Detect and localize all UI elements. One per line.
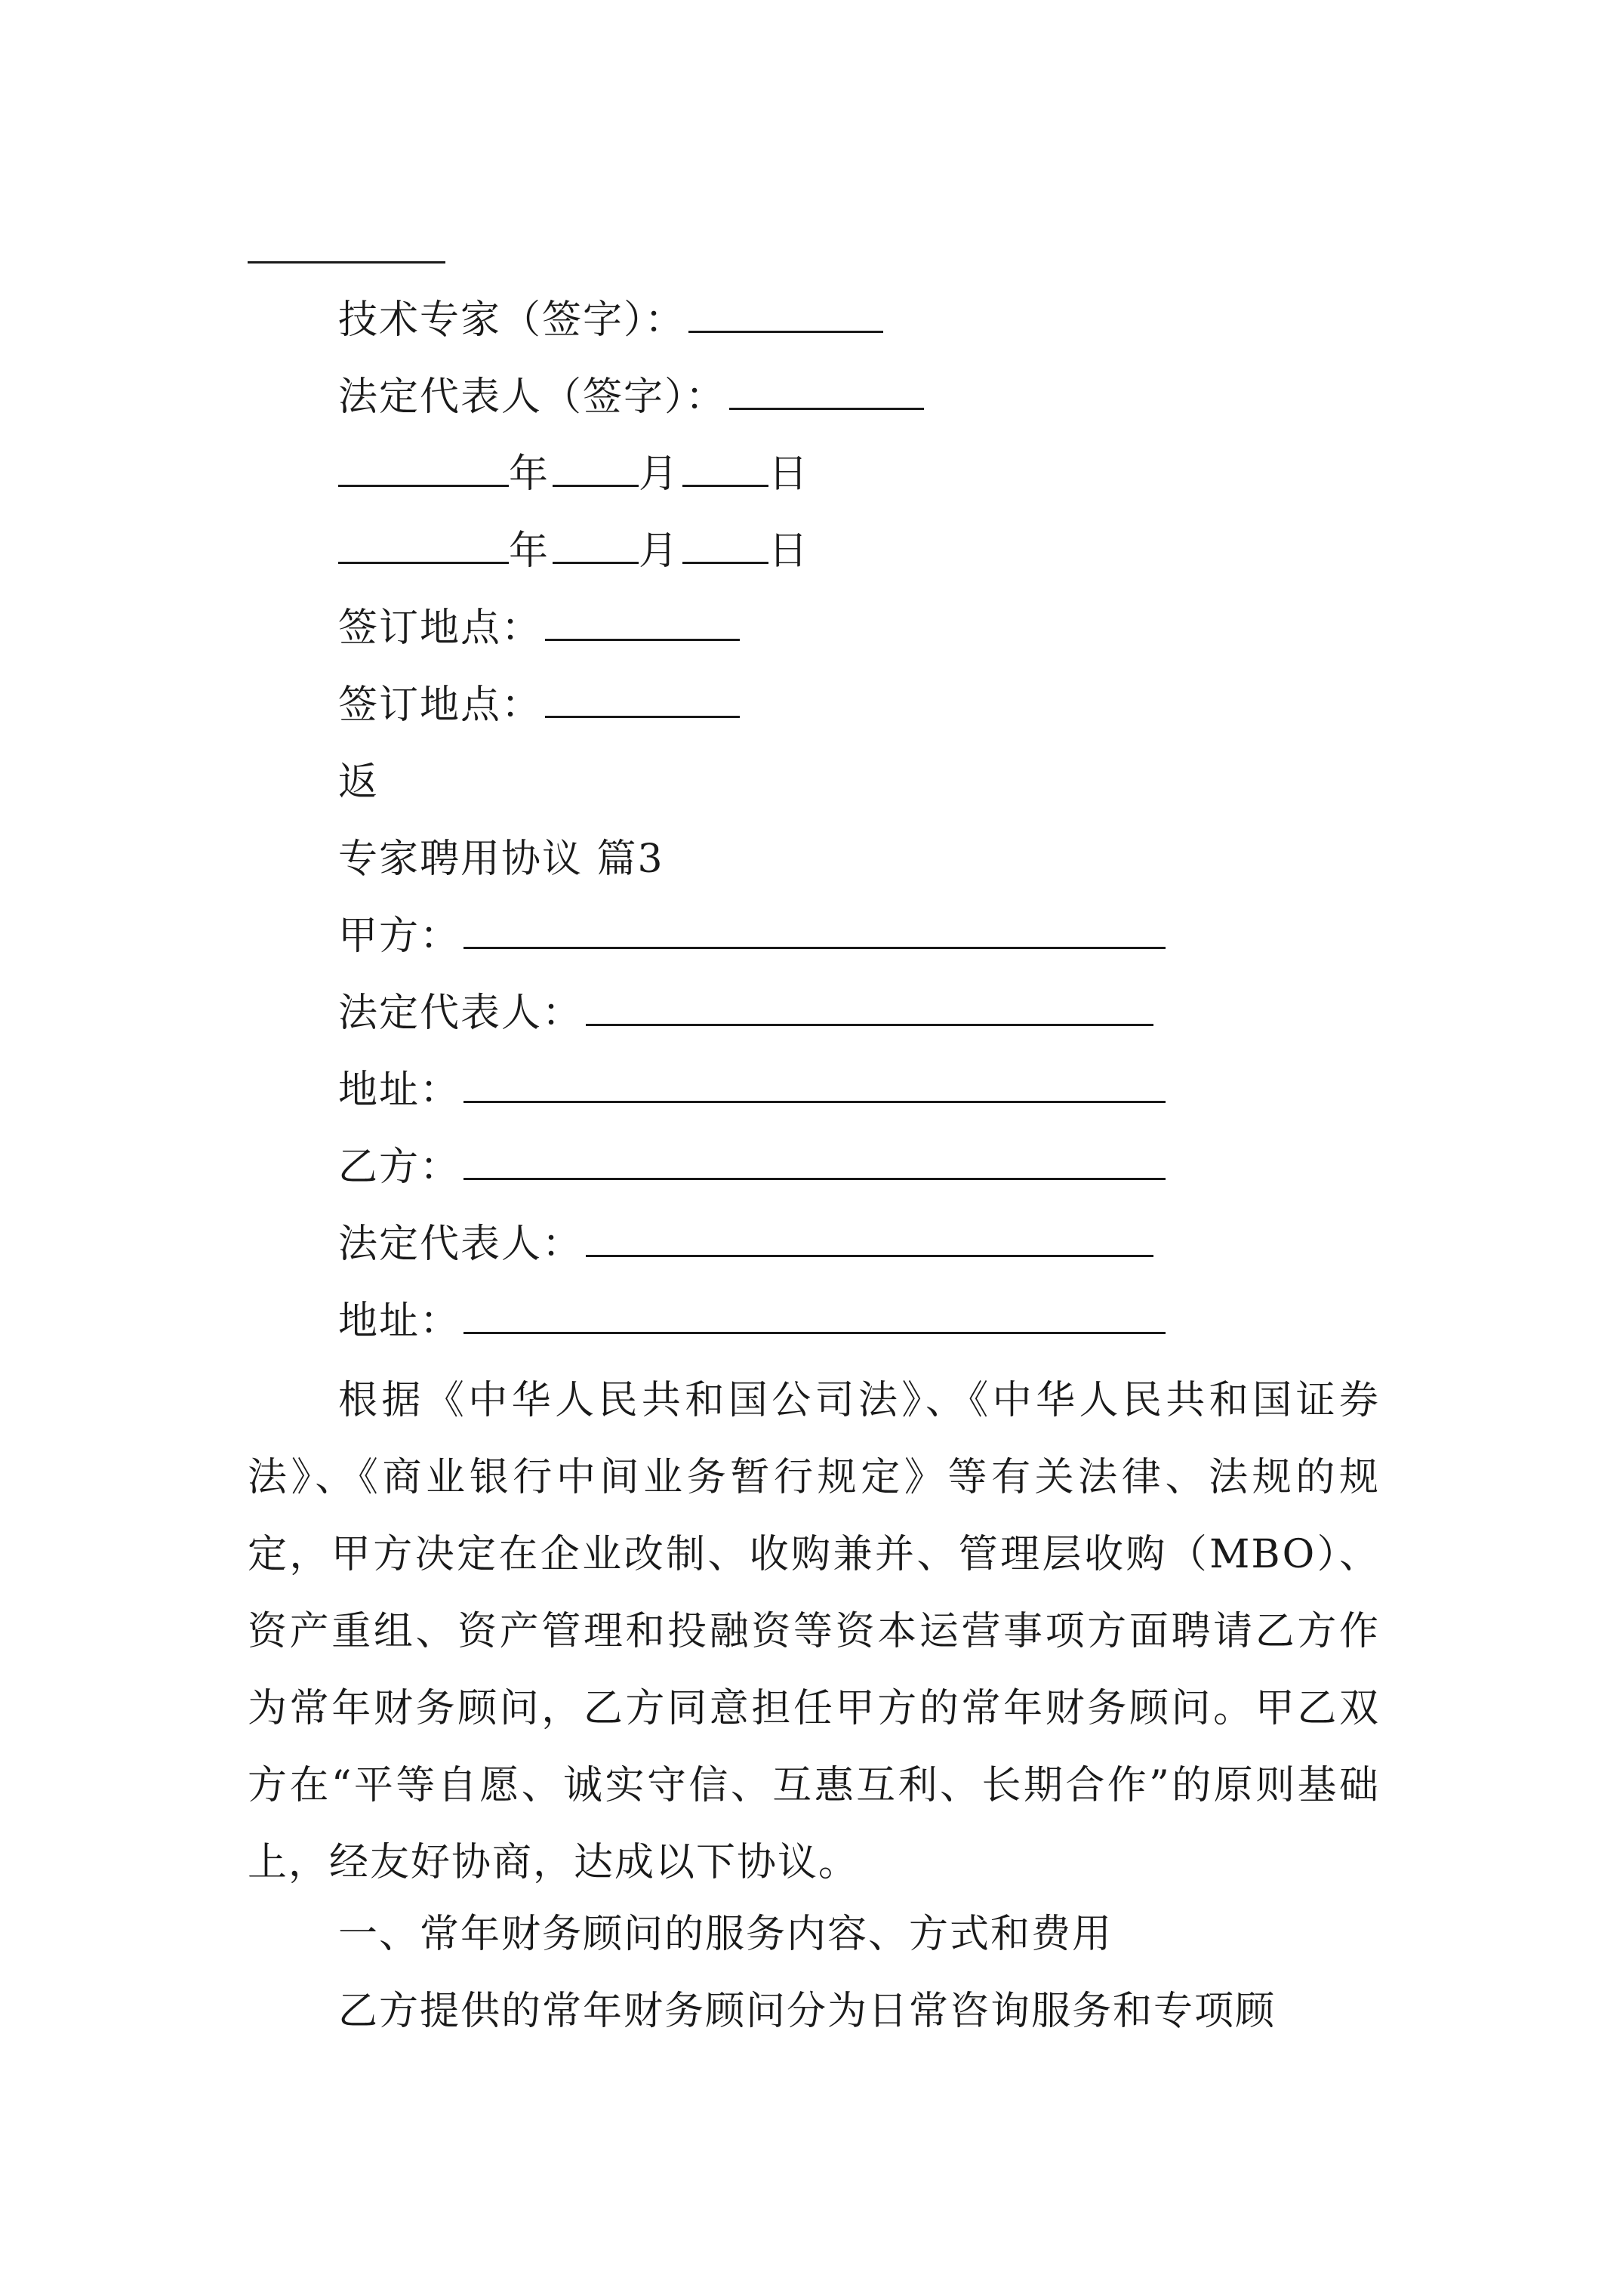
year-label: 年 [509, 529, 550, 574]
day-blank [682, 522, 768, 564]
section-1-text: 乙方提供的常年财务顾问分为日常咨询服务和专项顾 [338, 1989, 1277, 2034]
legal-rep-label: 法定代表人（签字）： [338, 374, 727, 420]
day-blank [682, 445, 768, 487]
month-blank [553, 445, 639, 487]
party-b-blank [463, 1139, 1166, 1180]
party-a-rep-blank [586, 985, 1153, 1026]
party-b-label: 乙方： [338, 1145, 461, 1190]
party-a-address-line [338, 1060, 1166, 1120]
signing-place-label: 签订地点： [338, 683, 543, 728]
party-b-rep-label: 法定代表人： [338, 1222, 584, 1267]
legal-rep-blank [729, 368, 924, 410]
party-a-line [338, 906, 1166, 966]
signing-place-blank [545, 676, 740, 718]
party-b-address-line [338, 1291, 1166, 1351]
party-a-rep-label: 法定代表人： [338, 991, 584, 1036]
party-a-address-label: 地址： [338, 1068, 461, 1113]
signing-place-label: 签订地点： [338, 606, 543, 651]
party-a-blank [463, 908, 1166, 949]
month-label: 月 [639, 451, 680, 497]
intro-paragraph: 根据《中华人民共和国公司法》、《中华人民共和国证券法》、《商业银行中间业务暂行规定》等有关法律、法规的规定，甲方决定在企业改制、收购兼并、管理层收购（MBO）、资产重组、资产管理和投融资等资本运营事项方面聘请乙方作为常年财务顾问，乙方同意担任甲方的常年财务顾问。甲乙双方在“平等自愿、诚实守信、互惠互利、长期合作”的原则基础上，经友好协商，达成以下协议。 [248, 1378, 1380, 1885]
signing-place-line-1 [338, 598, 740, 658]
party-b-rep-line [338, 1214, 1153, 1274]
party-b-line [338, 1137, 1166, 1197]
signing-place-blank [545, 599, 740, 641]
tech-expert-blank [688, 291, 883, 333]
month-label: 月 [639, 529, 680, 574]
day-label: 日 [768, 529, 810, 574]
section-1-heading: 一、常年财务顾问的服务内容、方式和费用 [338, 1912, 1113, 1957]
year-label: 年 [509, 451, 550, 497]
party-b-address-blank [463, 1293, 1166, 1334]
signature-blank-line [248, 261, 445, 264]
date-line-2 [338, 521, 809, 581]
document-title: 专家聘用协议 篇3 [338, 837, 664, 882]
party-b-rep-blank [586, 1216, 1153, 1257]
year-blank [338, 445, 509, 487]
date-line-1 [338, 444, 809, 504]
party-b-address-label: 地址： [338, 1299, 461, 1344]
back-link[interactable] [338, 752, 379, 812]
back-label[interactable]: 返 [338, 760, 380, 805]
signing-place-line-2 [338, 675, 740, 735]
tech-expert-signature-line [338, 290, 883, 350]
legal-rep-signature-line [338, 367, 924, 427]
tech-expert-label: 技术专家（签字）： [338, 297, 686, 343]
party-a-rep-line [338, 983, 1153, 1043]
party-a-label: 甲方： [338, 914, 461, 959]
month-blank [553, 522, 639, 564]
day-label: 日 [768, 451, 810, 497]
year-blank [338, 522, 509, 564]
party-a-address-blank [463, 1062, 1166, 1103]
